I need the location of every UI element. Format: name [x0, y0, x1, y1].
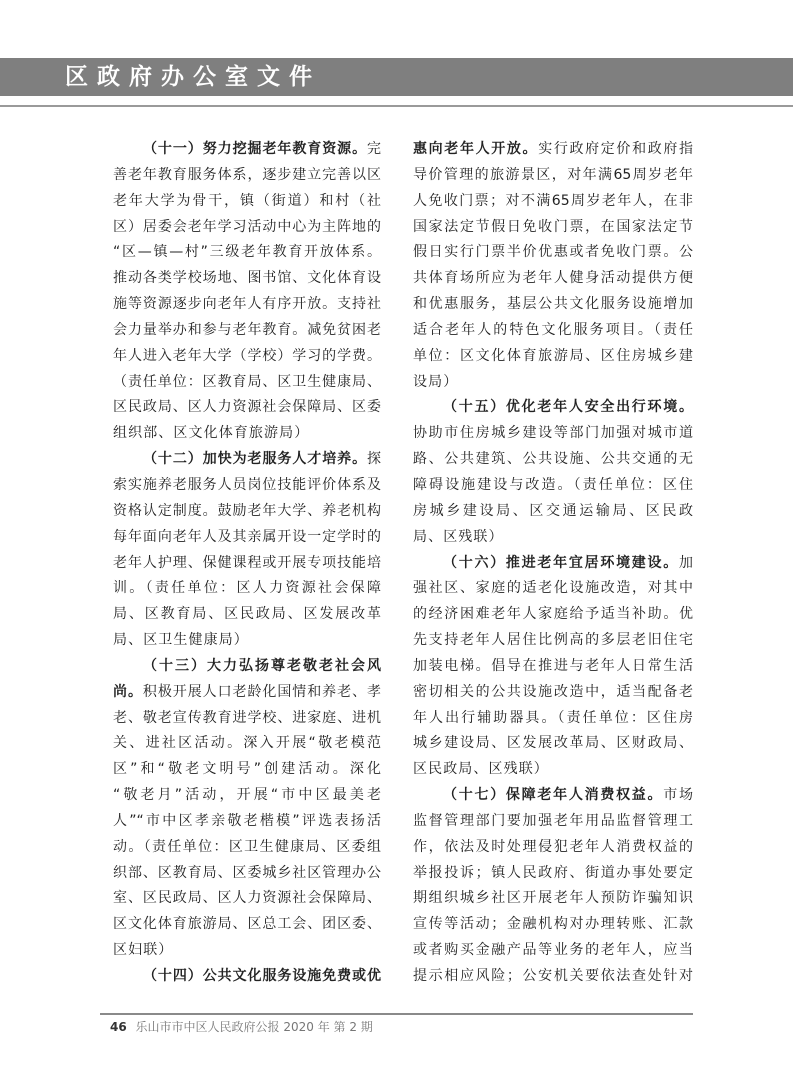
text-line [113, 473, 381, 499]
body-text: 人”“市中区孝亲敬老楷模”评选表扬活 [113, 812, 381, 829]
page-number: 46 [110, 1020, 127, 1034]
section-heading: （十三）大力弘扬尊老敬老社会风 [143, 657, 381, 674]
publication-name: 乐山市市中区人民政府公报 2020 年 第 2 期 [135, 1020, 373, 1034]
body-text: 共体育场所应为老年人健身活动提供方便 [413, 270, 693, 287]
body-text: 或者购买金融产品等业务的老年人，应当 [413, 942, 693, 959]
text-line [413, 602, 693, 628]
text-line [113, 912, 381, 938]
section-heading: 尚。 [113, 683, 143, 700]
text-line [113, 835, 381, 861]
text-line [413, 240, 693, 266]
text-line [113, 861, 381, 887]
body-text: 区”和“敬老文明号”创建活动。深化 [113, 761, 381, 778]
body-text: 强社区、家庭的适老化设施改造，对其中 [413, 580, 693, 597]
text-line [113, 447, 381, 473]
text-line [413, 628, 693, 654]
body-text: 国家法定节假日免收门票，在国家法定节 [413, 218, 693, 235]
section-heading: （十五）优化老年人安全出行环境。 [443, 399, 693, 416]
body-text: “敬老月”活动，开展“市中区最美老 [113, 787, 381, 804]
body-text: 导价管理的旅游景区，对年满65周岁老年 [413, 166, 693, 183]
text-line [113, 783, 381, 809]
text-line [413, 861, 693, 887]
text-line [113, 654, 381, 680]
text-line [113, 266, 381, 292]
text-line [413, 189, 693, 215]
body-text: 完 [367, 141, 381, 157]
text-line [413, 964, 693, 990]
body-text: 推动各类学校场地、图书馆、文化体育设 [113, 270, 381, 287]
body-text: 每年面向老年人及其亲属开设一定学时的 [113, 528, 381, 545]
body-text: 密切相关的公共设施改造中，适当配备老 [413, 683, 693, 700]
body-text: 设局） [413, 373, 459, 390]
body-text: 动。（责任单位：区卫生健康局、区委组 [113, 838, 381, 855]
text-line [413, 654, 693, 680]
body-text: 局、区教育局、区民政局、区发展改革 [113, 606, 381, 623]
text-line [413, 912, 693, 938]
text-line [113, 344, 381, 370]
text-line [413, 421, 693, 447]
body-text: 协助市住房城乡建设等部门加强对城市道 [413, 425, 693, 442]
text-line [413, 163, 693, 189]
body-text: 举报投诉；镇人民政府、街道办事处要定 [413, 864, 693, 881]
text-line [413, 447, 693, 473]
body-text: 路、公共建筑、公共设施、公共交通的无 [413, 451, 693, 468]
text-line [113, 525, 381, 551]
body-text: 单位：区文化体育旅游局、区住房城乡建 [413, 347, 693, 364]
body-text: 老年大学为骨干，镇（街道）和村（社 [113, 192, 381, 209]
text-line [413, 292, 693, 318]
text-line [113, 318, 381, 344]
body-text: 施等资源逐步向老年人有序开放。支持社 [113, 296, 381, 313]
section-heading: 惠向老年人开放。 [413, 141, 539, 157]
section-heading: （十二）加快为老服务人才培养。 [143, 451, 367, 468]
text-line [413, 809, 693, 835]
text-line [413, 370, 693, 396]
body-text: 积极开展人口老龄化国情和养老、孝 [142, 683, 382, 700]
text-line [413, 215, 693, 241]
body-text: 室、区民政局、区人力资源社会保障局、 [113, 890, 381, 907]
body-text: 年人进入老年大学（学校）学习的学费。 [113, 347, 381, 364]
section-heading: （十七）保障老年人消费权益。 [443, 787, 664, 804]
body-text: 障碍设施建设与改造。（责任单位：区住 [413, 476, 693, 493]
header-banner [0, 58, 793, 96]
body-text: 局、区卫生健康局） [113, 632, 249, 649]
text-line [113, 189, 381, 215]
right-column [413, 137, 693, 990]
text-line [113, 731, 381, 757]
text-line [413, 835, 693, 861]
section-title: 区政府办公室文件 [65, 64, 321, 90]
text-line [413, 473, 693, 499]
body-text: 局、区残联） [413, 528, 504, 545]
text-line [413, 525, 693, 551]
body-text: 适合老年人的特色文化服务项目。（责任 [413, 321, 693, 338]
body-text: 假日实行门票半价优惠或者免收门票。公 [413, 244, 693, 261]
text-line [113, 706, 381, 732]
text-line [413, 137, 693, 163]
body-text: 区）居委会老年学习活动中心为主阵地的 [113, 218, 381, 235]
text-line [113, 680, 381, 706]
text-line [413, 706, 693, 732]
body-text: 和优惠服务，基层公共文化服务设施增加 [413, 296, 693, 313]
text-line [113, 886, 381, 912]
body-text: 区民政局、区残联） [413, 761, 549, 778]
text-line [113, 628, 381, 654]
section-heading: （十四）公共文化服务设施免费或优 [143, 968, 381, 984]
body-text: 房城乡建设局、区交通运输局、区民政 [413, 502, 693, 519]
body-text: （责任单位：区教育局、区卫生健康局、 [113, 373, 381, 390]
body-text: 加装电梯。倡导在推进与老年人日常生活 [413, 657, 693, 674]
text-line [413, 499, 693, 525]
body-text: 加 [679, 554, 693, 571]
body-text: 宣传等活动；金融机构对办理转账、汇款 [413, 916, 693, 933]
section-heading: （十一）努力挖掘老年教育资源。 [143, 141, 367, 157]
text-line [413, 266, 693, 292]
text-line [413, 938, 693, 964]
footer [110, 1018, 373, 1036]
text-line [113, 602, 381, 628]
footer-divider [100, 1013, 693, 1015]
body-text: 区妇联） [113, 942, 174, 959]
text-line [113, 215, 381, 241]
text-line [113, 240, 381, 266]
body-text: 监督管理部门要加强老年用品监督管理工 [413, 812, 693, 829]
body-text: 会力量举办和参与老年教育。减免贫困老 [113, 321, 381, 338]
text-line [113, 137, 381, 163]
text-line [113, 421, 381, 447]
body-text: 老、敬老宣传教育进学校、进家庭、进机 [113, 709, 381, 726]
text-line [413, 886, 693, 912]
text-line [113, 163, 381, 189]
text-line [113, 292, 381, 318]
body-text: 市场 [663, 787, 694, 804]
body-text: 组织部、区文化体育旅游局） [113, 425, 310, 442]
text-line [113, 576, 381, 602]
text-line [413, 680, 693, 706]
body-text: 老年人护理、保健课程或开展专项技能培 [113, 554, 381, 571]
body-text: 先支持老年人居住比例高的多层老旧住宅 [413, 632, 693, 649]
text-line [113, 809, 381, 835]
body-text: 探 [367, 451, 381, 468]
body-text: 实行政府定价和政府指 [538, 141, 694, 157]
body-text: 善老年教育服务体系，逐步建立完善以区 [113, 166, 381, 183]
body-text: 提示相应风险；公安机关要依法查处针对 [413, 968, 693, 984]
text-line [113, 499, 381, 525]
body-text: 训。（责任单位：区人力资源社会保障 [113, 580, 381, 597]
body-text: 期组织城乡社区开展老年人预防诈骗知识 [413, 890, 693, 907]
text-line [413, 731, 693, 757]
body-text: 年人出行辅助器具。（责任单位：区住房 [413, 709, 693, 726]
text-line [413, 783, 693, 809]
body-text: 索实施养老服务人员岗位技能评价体系及 [113, 476, 381, 493]
text-line [113, 370, 381, 396]
text-line [413, 551, 693, 577]
body-text: 资格认定制度。鼓励老年大学、养老机构 [113, 502, 381, 519]
body-text: 的经济困难老年人家庭给予适当补助。优 [413, 606, 693, 623]
left-column [113, 137, 381, 990]
header-divider [0, 105, 793, 107]
text-line [113, 395, 381, 421]
body-text: 作，依法及时处理侵犯老年人消费权益的 [413, 838, 693, 855]
body-text: 关、进社区活动。深入开展“敬老模范 [113, 735, 381, 752]
body-text: 区民政局、区人力资源社会保障局、区委 [113, 399, 381, 416]
body-text: “区—镇—村”三级老年教育开放体系。 [113, 244, 381, 261]
text-line [113, 964, 381, 990]
text-line [413, 757, 693, 783]
body-text: 区文化体育旅游局、区总工会、团区委、 [113, 916, 381, 933]
text-line [113, 938, 381, 964]
body-text: 织部、区教育局、区委城乡社区管理办公 [113, 864, 381, 881]
text-line [413, 576, 693, 602]
text-line [413, 318, 693, 344]
body-text: 城乡建设局、区发展改革局、区财政局、 [413, 735, 693, 752]
text-line [113, 757, 381, 783]
text-line [113, 551, 381, 577]
text-line [413, 344, 693, 370]
body-text: 人免收门票；对不满65周岁老年人，在非 [413, 192, 693, 209]
text-line [413, 395, 693, 421]
section-heading: （十六）推进老年宜居环境建设。 [443, 554, 679, 571]
